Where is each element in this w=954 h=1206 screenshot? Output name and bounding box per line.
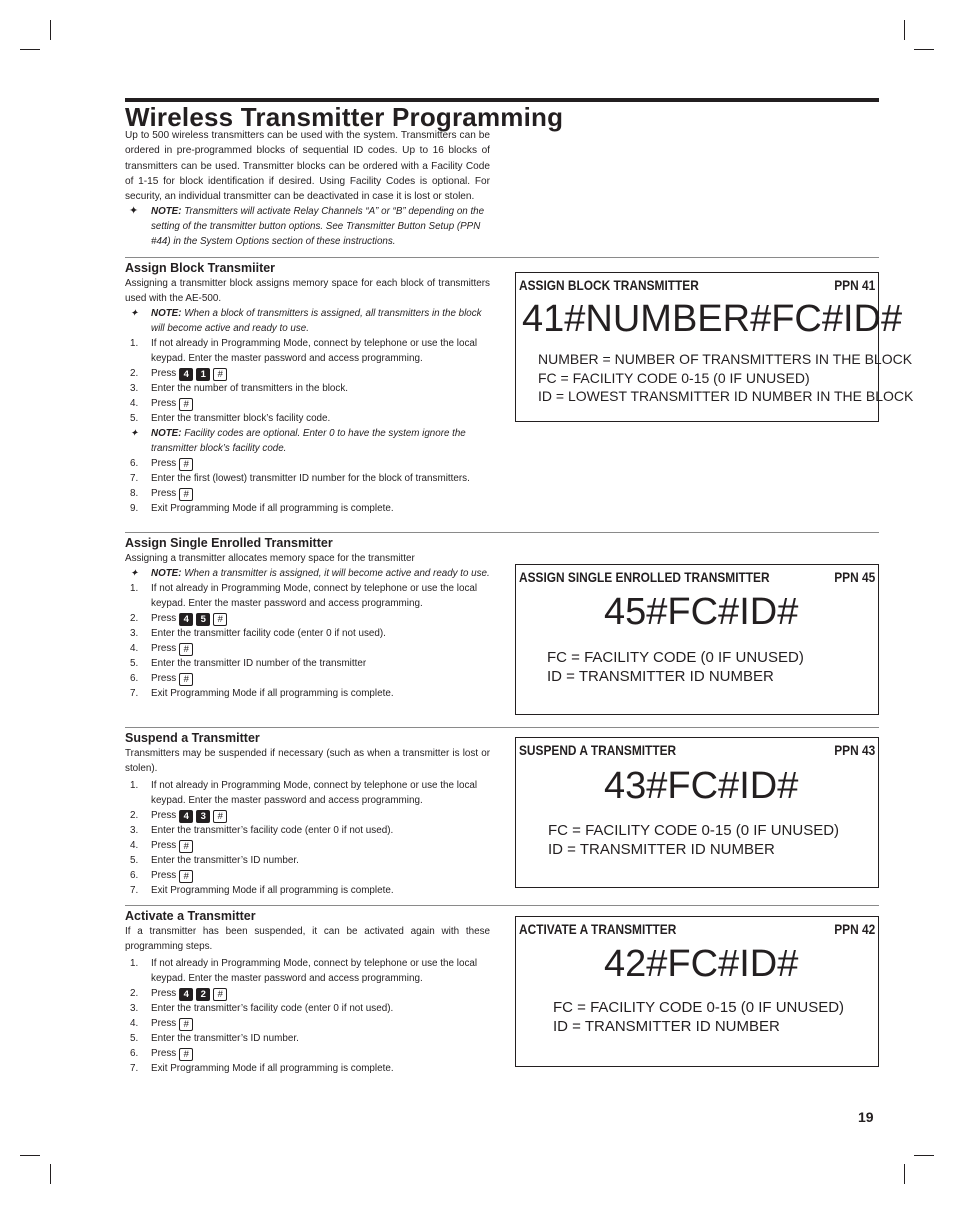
step-item: 2. Press 4 2 # [125,986,490,1001]
intro-text: Up to 500 wireless transmitters can be used with the system. Transmitters can be ordered in pre-programmed blocks of sequential ID codes. Up to 16 blocks of transmitters can be used. Transmitter blocks can be ordered with a Facility Code of 1-15 for block identification if desired. Using Facility Codes is optional. For security, an individual transmitter can be deactivated in case it is lost or stolen. [125,130,490,203]
crop-mark [20,49,40,50]
keypad-key: # [213,613,227,626]
keypad-key: # [179,398,193,411]
intro [125,128,490,249]
intro-note [125,204,490,249]
section-description: Assigning a transmitter allocates memory space for the transmitter [125,553,415,564]
step-list [125,306,490,516]
box-title: SUSPEND A TRANSMITTER [519,742,677,758]
keypad-key: # [213,368,227,381]
section-assign-block [125,260,490,516]
box-code: 45#FC#ID# [604,591,799,633]
section-note: ✦ NOTE: When a transmitter is assigned, it will become active and ready to use. [130,568,490,579]
keypad-key: # [179,870,193,883]
section-divider [125,532,879,533]
step-item: 7. Exit Programming Mode if all programming is complete. [130,688,394,699]
box-code: 41#NUMBER#FC#ID# [522,298,903,340]
keypad-key: # [179,840,193,853]
keypad-key: 3 [196,810,210,823]
crop-mark [50,1164,51,1184]
section-suspend [125,730,490,898]
step-item: 4. Press # [125,1016,490,1031]
step-item: 9. Exit Programming Mode if all programming is complete. [130,503,394,514]
box-legend: NUMBER = NUMBER OF TRANSMITTERS IN THE BLOCK FC = FACILITY CODE 0-15 (0 IF UNUSED) ID = LOWEST TRANSMITTER ID NUMBER IN THE BLOCK [538,351,914,404]
ppn-box-activate [515,916,879,1067]
crop-mark [904,20,905,40]
box-code: 43#FC#ID# [604,765,799,807]
crop-mark [20,1155,40,1156]
note-bullet-icon: ✦ [130,428,139,439]
keypad-key: # [213,810,227,823]
section-divider [125,727,879,728]
section-note: ✦ NOTE: When a block of transmitters is assigned, all transmitters in the block will become active and ready to use. [130,308,482,334]
step-item: 7. Enter the first (lowest) transmitter ID number for the block of transmitters. [130,473,470,484]
box-legend: FC = FACILITY CODE 0-15 (0 IF UNUSED) ID = TRANSMITTER ID NUMBER [548,822,840,858]
section-description: Assigning a transmitter block assigns memory space for each block of transmitters used with the AE-500. [125,278,490,304]
step-item: 4. Press # [125,641,490,656]
keypad-key: 2 [196,988,210,1001]
step-item: 7. Exit Programming Mode if all programming is complete. [130,885,394,896]
crop-mark [904,1164,905,1184]
crop-mark [914,49,934,50]
crop-mark [914,1155,934,1156]
section-heading: Suspend a Transmitter [125,731,260,745]
section-divider [125,257,879,258]
keypad-key: 4 [179,810,193,823]
step-item: 3. Enter the transmitter’s facility code (enter 0 if not used). [130,1003,394,1014]
box-legend: FC = FACILITY CODE 0-15 (0 IF UNUSED) ID = TRANSMITTER ID NUMBER [553,999,845,1035]
keypad-key: # [213,988,227,1001]
keypad-key: # [179,458,193,471]
ppn-box-suspend [515,737,879,888]
section-heading: Assign Block Transmiiter [125,261,276,275]
section-heading: Assign Single Enrolled Transmitter [125,536,333,550]
step-item: 1. If not already in Programming Mode, connect by telephone or use the local keypad. Enter the master password and access programming. [130,780,478,806]
note-bullet-icon: ✦ [130,308,139,319]
step-item: 5. Enter the transmitter’s ID number. [130,855,299,866]
step-item: 8. Press # [125,486,490,501]
box-legend: FC = FACILITY CODE (0 IF UNUSED) ID = TRANSMITTER ID NUMBER [547,649,804,685]
step-item: 1. If not already in Programming Mode, connect by telephone or use the local keypad. Enter the master password and access programming. [130,338,478,364]
ppn-box-assign-single [515,564,879,715]
box-title: ASSIGN SINGLE ENROLLED TRANSMITTER [519,569,770,585]
step-item: 5. Enter the transmitter’s ID number. [130,1033,299,1044]
note-bullet-icon: ✦ [130,568,139,579]
keypad-key: # [179,488,193,501]
box-ppn: PPN 41 [833,277,875,293]
keypad-key: 1 [196,368,210,381]
keypad-key: # [179,673,193,686]
page-number: 19 [858,1109,874,1125]
box-title: ASSIGN BLOCK TRANSMITTER [519,277,699,293]
keypad-key: 4 [179,368,193,381]
section-heading: Activate a Transmitter [125,909,256,923]
step-item: 5. Enter the transmitter ID number of the transmitter [130,658,367,669]
step-item: 6. Press # [125,671,490,686]
section-note: ✦ NOTE: Facility codes are optional. Enter 0 to have the system ignore the transmitter block’s facility code. [130,428,466,454]
step-item: 3. Enter the transmitter facility code (enter 0 if not used). [130,628,386,639]
keypad-key: 4 [179,613,193,626]
step-item: 3. Enter the transmitter’s facility code (enter 0 if not used). [130,825,394,836]
step-item: 2. Press 4 5 # [125,611,490,626]
step-item: 4. Press # [125,396,490,411]
keypad-key: # [179,1048,193,1061]
keypad-key: # [179,1018,193,1031]
section-divider [125,905,879,906]
note-text: Transmitters will activate Relay Channels “A” or “B” depending on the setting of the transmitter button options. See Transmitter Button Setup (PPN #44) in the System Options section of these instructions. [151,206,485,248]
ppn-box-assign-block [515,272,914,422]
crop-mark [50,20,51,40]
step-item: 7. Exit Programming Mode if all programming is complete. [130,1063,394,1074]
step-item: 2. Press 4 3 # [125,808,490,823]
note-label: NOTE: [151,206,182,218]
keypad-key: 4 [179,988,193,1001]
step-item: 3. Enter the number of transmitters in the block. [130,383,349,394]
step-item: 5. Enter the transmitter block’s facility code. [130,413,331,424]
step-list [125,566,490,701]
section-description: If a transmitter has been suspended, it can be activated again with these programming steps. [125,926,490,952]
step-list [125,778,490,898]
step-item: 2. Press 4 1 # [125,366,490,381]
page-title: Wireless Transmitter Programming [125,102,564,132]
box-title: ACTIVATE A TRANSMITTER [519,921,677,937]
box-ppn: PPN 42 [833,921,875,937]
step-item: 6. Press # [125,1046,490,1061]
note-bullet-icon: ✦ [129,205,139,218]
keypad-key: 5 [196,613,210,626]
step-item: 4. Press # [125,838,490,853]
keypad-key: # [179,643,193,656]
step-item: 1. If not already in Programming Mode, connect by telephone or use the local keypad. Enter the master password and access programming. [130,583,478,609]
box-ppn: PPN 45 [833,569,875,585]
section-assign-single [125,535,490,701]
step-item: 1. If not already in Programming Mode, connect by telephone or use the local keypad. Enter the master password and access programming. [130,958,478,984]
box-ppn: PPN 43 [833,742,875,758]
section-description: Transmitters may be suspended if necessary (such as when a transmitter is lost or stolen). [125,748,490,774]
box-code: 42#FC#ID# [604,943,799,985]
step-item: 6. Press # [125,456,490,471]
step-list [125,956,490,1076]
step-item: 6. Press # [125,868,490,883]
section-activate [125,908,490,1076]
